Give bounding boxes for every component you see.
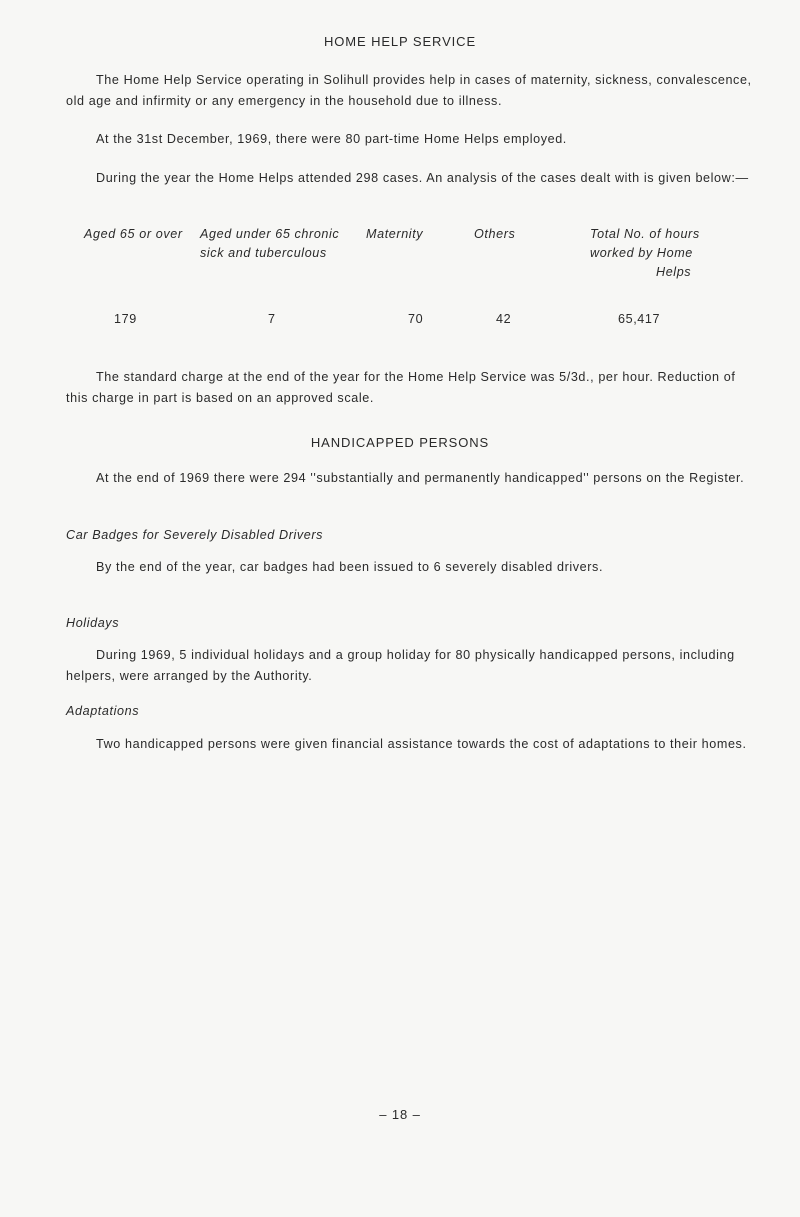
header-others: Others (474, 227, 516, 241)
standard-charge: The standard charge at the end of the year for the Home Help Service was 5/3d., per hour. Reduction of this charge in part is based on an approved scale. (66, 370, 736, 405)
value-aged-65-over: 179 (114, 312, 137, 326)
header-aged-under-65: Aged under 65 chronic sick and tuberculous (200, 227, 340, 260)
value-maternity: 70 (408, 312, 424, 326)
home-help-intro: The Home Help Service operating in Solihull provides help in cases of maternity, sickness, convalescence, old age and infirmity or any emergency in the household due to illness. (66, 73, 752, 108)
value-aged-under-65: 7 (268, 312, 276, 326)
handicapped-register: At the end of 1969 there were 294 ''substantially and permanently handicapped'' persons on the Register. (96, 471, 745, 485)
holidays-heading: Holidays (66, 616, 120, 630)
handicapped-title: HANDICAPPED PERSONS (310, 435, 490, 450)
header-maternity: Maternity (366, 227, 424, 241)
home-helps-employed: At the 31st December, 1969, there were 80 part-time Home Helps employed. (96, 132, 567, 146)
page-number: – 18 – (379, 1107, 421, 1122)
adaptations-text: Two handicapped persons were given financial assistance towards the cost of adaptations to their homes. (96, 737, 747, 751)
car-badges-text: By the end of the year, car badges had been issued to 6 severely disabled drivers. (96, 560, 604, 574)
value-total-hours: 65,417 (618, 312, 661, 326)
home-help-title: HOME HELP SERVICE (323, 34, 477, 49)
holidays-text: During 1969, 5 individual holidays and a group holiday for 80 physically handicapped persons, including helpers, were arranged by the Authority. (66, 648, 735, 683)
car-badges-heading: Car Badges for Severely Disabled Drivers (66, 528, 324, 542)
header-aged-65-over: Aged 65 or over (84, 227, 183, 241)
header-total-hours: Total No. of hours worked by Home Helps (590, 227, 700, 279)
cases-attended: During the year the Home Helps attended 298 cases. An analysis of the cases dealt with is given below:— (96, 171, 749, 185)
value-others: 42 (496, 312, 512, 326)
adaptations-heading: Adaptations (66, 704, 140, 718)
